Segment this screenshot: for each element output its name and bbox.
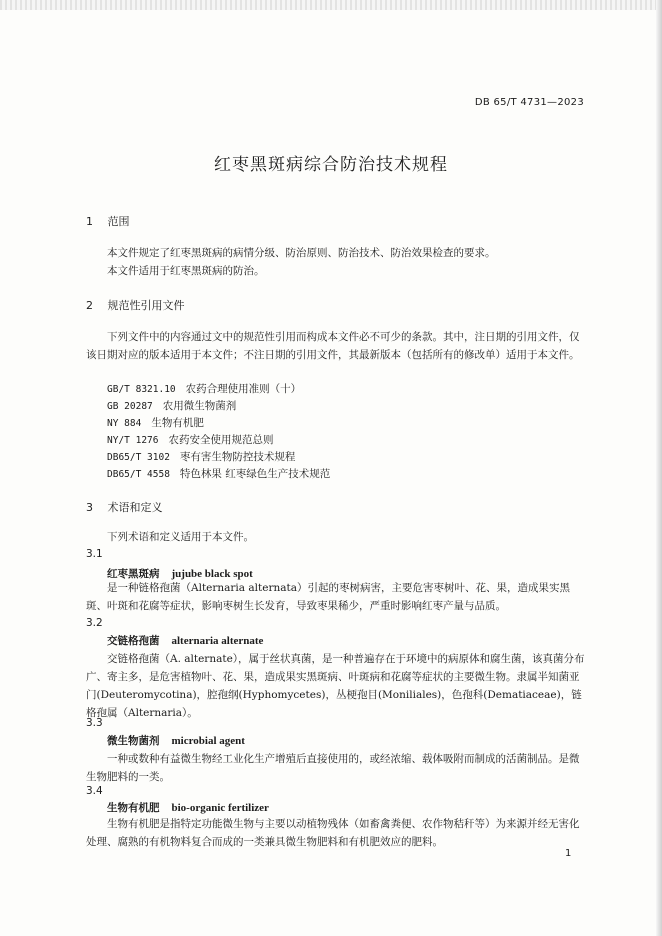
reference-code: NY 884	[107, 418, 142, 429]
section-title: 范围	[107, 215, 130, 228]
reference-code: GB/T 8321.10	[107, 384, 176, 395]
section-1-heading	[86, 213, 130, 229]
reference-name: 农用微生物菌剂	[162, 400, 237, 412]
reference-item	[107, 432, 273, 447]
reference-name: 农药安全使用规范总则	[168, 434, 274, 446]
reference-name: 特色林果 红枣绿色生产技术规范	[179, 468, 331, 480]
reference-name: 农药合理使用准则（十）	[185, 383, 302, 395]
reference-item	[107, 398, 236, 413]
term-chinese: 交链格孢菌	[107, 635, 160, 647]
term-definition: 是一种链格孢菌（Alternaria alternata）引起的枣树病害，主要危害枣树叶、花、果，造成果实黑斑、叶斑和花腐等症状，影响枣树生长发育，导致枣果稀少，严重时影响红枣产量与品质。	[86, 582, 570, 612]
term-definition: 一种或数种有益微生物经工业化生产增殖后直接使用的，或经浓缩、载体吸附而制成的活菌制品。是微生物肥料的一类。	[86, 753, 580, 783]
term-heading	[107, 733, 245, 748]
term-definition: 生物有机肥是指特定功能微生物与主要以动植物残体（如畜禽粪便、农作物秸秆等）为来源并经无害化处理、腐熟的有机物料复合而成的一类兼具微生物肥料和有机肥效应的肥料。	[86, 818, 580, 848]
term-number: 3.2	[86, 617, 103, 629]
reference-code: DB65/T 4558	[107, 469, 170, 480]
reference-item	[107, 415, 204, 430]
section-1-paragraph-1: 本文件规定了红枣黑斑病的病情分级、防治原则、防治技术、防治效果检查的要求。	[107, 247, 496, 259]
section-3-intro: 下列术语和定义适用于本文件。	[107, 531, 254, 543]
section-2-heading	[86, 297, 185, 313]
reference-code: DB65/T 3102	[107, 452, 170, 463]
section-title: 术语和定义	[107, 501, 163, 514]
scan-top-border	[0, 0, 662, 10]
reference-item	[107, 381, 301, 396]
section-2-intro: 下列文件中的内容通过文中的规范性引用而构成本文件必不可少的条款。其中，注日期的引用文件，仅该日期对应的版本适用于本文件；不注日期的引用文件，其最新版本（包括所有的修改单）适用于本文件。	[86, 331, 580, 361]
term-english: bio-organic fertilizer	[171, 802, 269, 814]
reference-code: NY/T 1276	[107, 435, 159, 446]
reference-name: 生物有机肥	[151, 417, 204, 429]
section-3-heading	[86, 499, 163, 515]
term-number: 3.1	[86, 548, 103, 560]
section-title: 规范性引用文件	[107, 299, 185, 312]
section-number: 2	[86, 299, 93, 312]
document-title: 红枣黑斑病综合防治技术规程	[214, 155, 448, 175]
term-heading	[107, 800, 269, 815]
term-chinese: 红枣黑斑病	[107, 568, 160, 580]
reference-item	[107, 466, 330, 481]
term-number: 3.3	[86, 717, 103, 729]
term-number: 3.4	[86, 785, 103, 797]
scan-right-edge	[656, 0, 662, 936]
term-heading	[107, 633, 263, 648]
reference-code: GB 20287	[107, 401, 153, 412]
term-chinese: 微生物菌剂	[107, 735, 160, 747]
term-english: jujube black spot	[171, 568, 253, 580]
standard-code: DB 65/T 4731—2023	[474, 97, 584, 108]
term-definition: 交链格孢菌（A. alternate），属于丝状真菌，是一种普遍存在于环境中的病原体和腐生菌，该真菌分布广、寄主多，是危害植物叶、花、果，造成果实黑斑病、叶斑病和花腐等症状的主要微生物。隶属半知菌亚门(Deuteromycotina)，腔孢纲(Hyphomycetes)，丛梗孢目(Moniliales)，色孢科(Dematiaceae)，链格孢属（Alternaria）。	[86, 653, 585, 719]
term-english: microbial agent	[171, 735, 245, 747]
reference-name: 枣有害生物防控技术规程	[179, 451, 296, 463]
term-chinese: 生物有机肥	[107, 802, 160, 814]
section-1-paragraph-2: 本文件适用于红枣黑斑病的防治。	[107, 265, 265, 277]
section-number: 3	[86, 501, 93, 514]
reference-item	[107, 449, 295, 464]
term-english: alternaria alternate	[171, 635, 264, 647]
section-number: 1	[86, 215, 93, 228]
page-number: 1	[565, 848, 572, 859]
